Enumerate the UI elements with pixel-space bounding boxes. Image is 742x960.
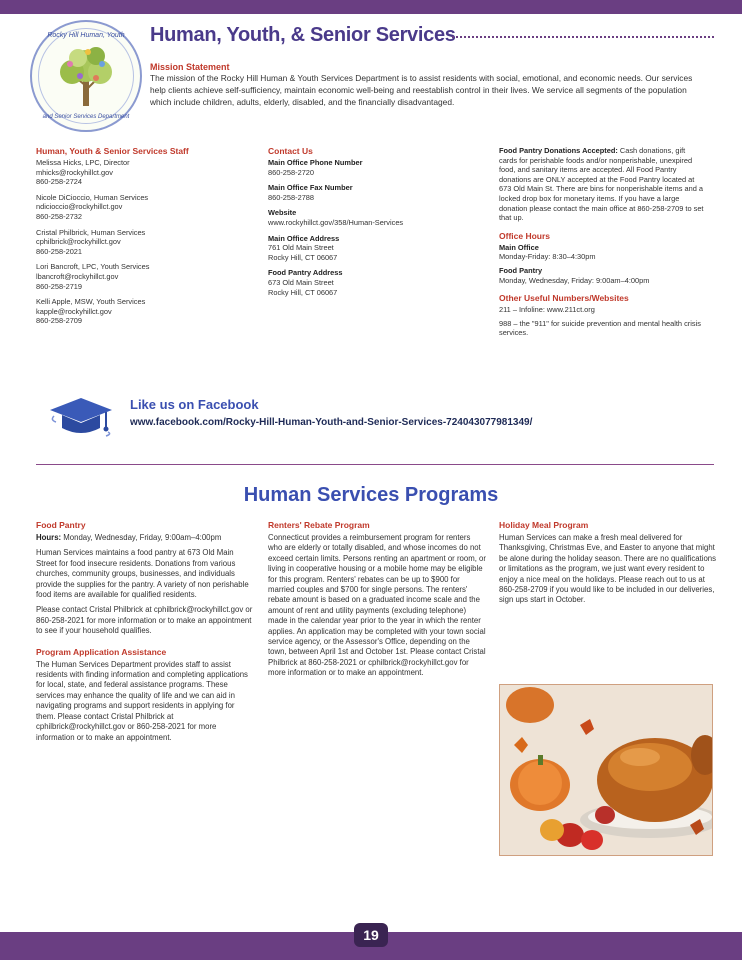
hours-text: Monday, Wednesday, Friday: 9:00am–4:00pm xyxy=(499,275,650,285)
contact-value: 860-258-2720 xyxy=(268,167,315,177)
staff-phone: 860-258-2709 xyxy=(36,316,83,326)
staff-name: Nicole DiCioccio, Human Services xyxy=(36,192,149,202)
staff-phone: 860-258-2724 xyxy=(36,177,83,187)
hours-item xyxy=(499,243,704,262)
thanksgiving-turkey-photo xyxy=(499,684,713,856)
hours-label: Main Office xyxy=(499,242,539,252)
hours-text: Monday-Friday: 8:30–4:30pm xyxy=(499,252,596,262)
contact-item xyxy=(268,158,478,177)
staff-phone: 860-258-2021 xyxy=(36,246,83,256)
programs-title: Human Services Programs xyxy=(243,484,499,506)
seal-top-text: Rocky Hill Human, Youth xyxy=(47,32,125,39)
other-numbers-heading: Other Useful Numbers/Websites xyxy=(499,293,629,304)
holiday-meal-program xyxy=(499,520,717,606)
food-pantry-heading: Food Pantry xyxy=(36,520,86,530)
hours-label: Hours: xyxy=(36,533,62,542)
contact-section xyxy=(268,146,478,303)
staff-name: Cristal Philbrick, Human Services xyxy=(36,227,146,237)
staff-person xyxy=(36,193,246,222)
staff-email-link[interactable]: mhicks@rockyhillct.gov xyxy=(36,167,113,177)
contact-label: Main Office Phone Number xyxy=(268,158,363,167)
holiday-text: Human Services can make a fresh meal delivered for Thanksgiving, Christmas Eve, and Easter to anyone that might be alone during the holiday season. There are no qualifications or limitations as the program, we just want every resident to enjoy a nice meal on the holidays. Please reach out to us at 860-258-2709 if you would like to be included in our deliveries, sign ups start in October. xyxy=(499,533,717,605)
hours-text: Monday, Wednesday, Friday, 9:00am–4:00pm xyxy=(63,533,222,542)
info-right-column xyxy=(499,146,704,338)
holiday-heading: Holiday Meal Program xyxy=(499,520,589,530)
contact-label: Main Office Address xyxy=(268,233,340,243)
renters-text: Connecticut provides a reimbursement program for renters who are elderly or totally disabled, and whose incomes do not exceed certain limits. Persons renting an apartment or room, or living in cooperative housing or a mobile home may be eligible for this program. Renters' rebates can be up to $900 for married couples and $700 for single persons. The renters' rebate amount is based on a graduated income scale and the amount of rent and utility payments (excluding telephone) made in the calendar year prior to the year in which the renter applies. An application may be completed with your town social service agency, or the Assessor's Office, depending on the town, between April 1st and October 1st. Please contact Cristal Philbrick at 860-258-2021 or cphilbrick@rockyhillct.gov for more information or to make an appointment. xyxy=(268,533,486,678)
contact-item xyxy=(268,268,478,297)
facebook-url-link[interactable]: www.facebook.com/Rocky-Hill-Human-Youth-and-Senior-Services-724043077981349/ xyxy=(130,417,533,428)
contact-item xyxy=(268,234,478,263)
staff-email-link[interactable]: cphilbrick@rockyhillct.gov xyxy=(36,237,121,247)
contact-heading: Contact Us xyxy=(268,146,313,156)
contact-label: Food Pantry Address xyxy=(268,268,343,278)
application-text: The Human Services Department provides staff to assist residents with finding information and completing applications for local, state, and federal assistance programs. These services may enhance the quality of life and we can aid in navigating programs and support residents in applying for them. Please contact Cristal Philbrick at cphilbrick@rockyhillct.gov or 860-258-2021 for more information or to make an appointment. xyxy=(36,659,248,742)
tree-icon xyxy=(50,42,122,112)
contact-value: Rocky Hill, CT 06067 xyxy=(268,252,338,262)
donations-block xyxy=(499,146,704,223)
contact-value: 673 Old Main Street xyxy=(268,277,334,287)
department-seal-logo xyxy=(30,20,142,132)
other-number-line: 988 – the "911" for suicide prevention and mental health crisis services. xyxy=(499,318,701,338)
food-pantry-hours xyxy=(36,533,254,543)
staff-phone: 860-258-2719 xyxy=(36,281,83,291)
contact-item xyxy=(268,208,478,227)
staff-person xyxy=(36,262,246,291)
contact-value: 860-258-2788 xyxy=(268,192,315,202)
hours-item xyxy=(499,266,704,285)
staff-heading: Human, Youth & Senior Services Staff xyxy=(36,146,189,156)
mission-text: The mission of the Rocky Hill Human & Youth Services Department is to assist residents with social, emotional, and economic needs. Our services help clients achieve self-sufficiency, maintain economic well-being and reestablish control in their lives. We service all segments of the population which include children, adults, elderly, disabled, and the financially disadvantaged. xyxy=(150,73,693,107)
section-divider xyxy=(36,464,714,465)
facebook-title: Like us on Facebook xyxy=(130,397,259,412)
title-dotted-rule xyxy=(452,36,714,38)
mission-heading: Mission Statement xyxy=(150,62,230,72)
seal-bottom-text: and Senior Services Department xyxy=(42,114,130,120)
renters-rebate-program xyxy=(268,520,486,679)
staff-email-link[interactable]: lbancroft@rockyhillct.gov xyxy=(36,271,119,281)
staff-email-link[interactable]: kapple@rockyhillct.gov xyxy=(36,306,112,316)
office-hours-heading: Office Hours xyxy=(499,230,551,241)
page-title: Human, Youth, & Senior Services xyxy=(150,24,456,46)
staff-person xyxy=(36,297,246,326)
donations-text: Cash donations, gift cards for perishable foods and/or nonperishable, unexpired food, and sanitary items are accepted. All Food Pantry donations are ONLY accepted at the Food Pantry located at 673 Old Main St. There are bins for nonperishable items and a locked drop box for monetary items. If you have a large donation please contact the main office at 860-258-2709 to set that up. xyxy=(499,146,704,223)
food-pantry-program xyxy=(36,520,254,743)
renters-heading: Renters' Rebate Program xyxy=(268,520,370,530)
staff-section xyxy=(36,146,246,332)
food-pantry-paragraph: Please contact Cristal Philbrick at cphilbrick@rockyhillct.gov or 860-258-2021 for more information or to make an appointment to see if your household qualifies. xyxy=(36,605,253,636)
website-link[interactable]: www.rockyhillct.gov/358/Human-Services xyxy=(268,217,404,227)
graduation-cap-icon xyxy=(48,396,114,438)
contact-value: Rocky Hill, CT 06067 xyxy=(268,287,338,297)
contact-label: Website xyxy=(268,208,297,218)
hours-label: Food Pantry xyxy=(499,265,543,275)
staff-person xyxy=(36,228,246,257)
staff-name: Melissa Hicks, LPC, Director xyxy=(36,158,130,167)
donations-label: Food Pantry Donations Accepted: xyxy=(499,146,618,155)
staff-name: Lori Bancroft, LPC, Youth Services xyxy=(36,262,150,272)
page-number: 19 xyxy=(354,923,388,947)
staff-email-link[interactable]: ndicioccio@rockyhillct.gov xyxy=(36,202,123,212)
application-heading: Program Application Assistance xyxy=(36,646,167,657)
staff-phone: 860-258-2732 xyxy=(36,211,83,221)
food-pantry-paragraph: Human Services maintains a food pantry at 673 Old Main Street for food insecure residents. Donations from various churches, community groups, businesses, and individuals provide the supplies for the pantry. A variety of non perishable food items are available for qualified residents. xyxy=(36,548,249,600)
contact-value: 761 Old Main Street xyxy=(268,243,334,253)
staff-name: Kelli Apple, MSW, Youth Services xyxy=(36,297,146,307)
top-color-bar xyxy=(0,0,742,14)
contact-item xyxy=(268,183,478,202)
other-number-line: 211 – Infoline: www.211ct.org xyxy=(499,305,595,315)
contact-label: Main Office Fax Number xyxy=(268,183,353,193)
staff-person xyxy=(36,158,246,187)
